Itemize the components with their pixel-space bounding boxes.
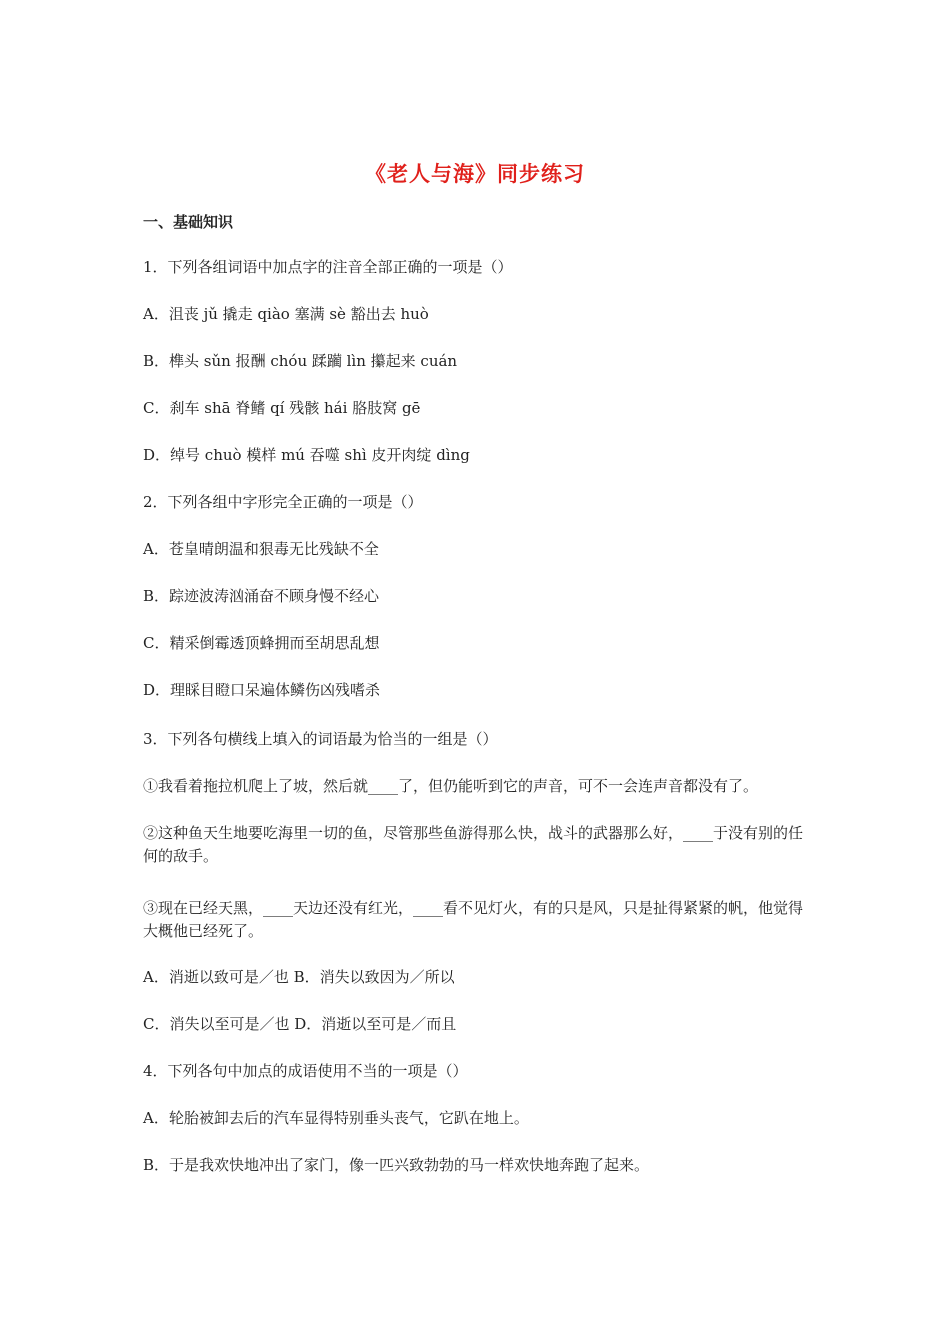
option-2a: A．苍皇晴朗温和狠毒无比残缺不全	[143, 540, 379, 558]
option-3-cd: C．消失以至可是／也 D．消逝以至可是／而且	[143, 1015, 457, 1033]
option-1a: A．沮丧 jǔ 撬走 qiào 塞满 sè 豁出去 huò	[143, 305, 429, 323]
option-3-ab: A．消逝以致可是／也 B．消失以致因为／所以	[143, 968, 455, 986]
sentence-3-2: ②这种鱼天生地要吃海里一切的鱼，尽管那些鱼游得那么快，战斗的武器那么好，____于没有别的任何的敌手。	[143, 824, 804, 865]
sentence-3-1: ①我看着拖拉机爬上了坡，然后就____了，但仍能听到它的声音，可不一会连声音都没有了。	[143, 777, 759, 795]
option-1b: B．榫头 sǔn 报酬 chóu 蹂躏 lìn 攥起来 cuán	[143, 352, 458, 370]
option-2d: D．理睬目瞪口呆遍体鳞伤凶残嗜杀	[143, 681, 381, 699]
question-4: 4．下列各句中加点的成语使用不当的一项是（）	[143, 1062, 468, 1080]
option-4a: A．轮胎被卸去后的汽车显得特别垂头丧气，它趴在地上。	[143, 1109, 529, 1127]
document-title: 《老人与海》同步练习	[365, 162, 585, 186]
section-heading: 一、基础知识	[143, 213, 234, 231]
option-1d: D．绰号 chuò 模样 mú 吞噬 shì 皮开肉绽 dìng	[143, 446, 470, 464]
question-2: 2．下列各组中字形完全正确的一项是（）	[143, 493, 423, 511]
option-1c: C．刹车 shā 脊鳍 qí 残骸 hái 胳肢窝 gē	[143, 399, 421, 417]
question-1: 1．下列各组词语中加点字的注音全部正确的一项是（）	[143, 258, 513, 276]
question-3: 3．下列各句横线上填入的词语最为恰当的一组是（）	[143, 730, 498, 748]
sentence-3-3: ③现在已经天黑，____天边还没有红光，____看不见灯火，有的只是风，只是扯得紧紧的帆，他觉得大概他已经死了。	[143, 899, 804, 940]
option-2c: C．精采倒霉透顶蜂拥而至胡思乱想	[143, 634, 380, 652]
option-4b: B．于是我欢快地冲出了家门，像一匹兴致勃勃的马一样欢快地奔跑了起来。	[143, 1156, 650, 1174]
option-2b: B．踪迹波涛汹涌奋不顾身慢不经心	[143, 587, 380, 605]
